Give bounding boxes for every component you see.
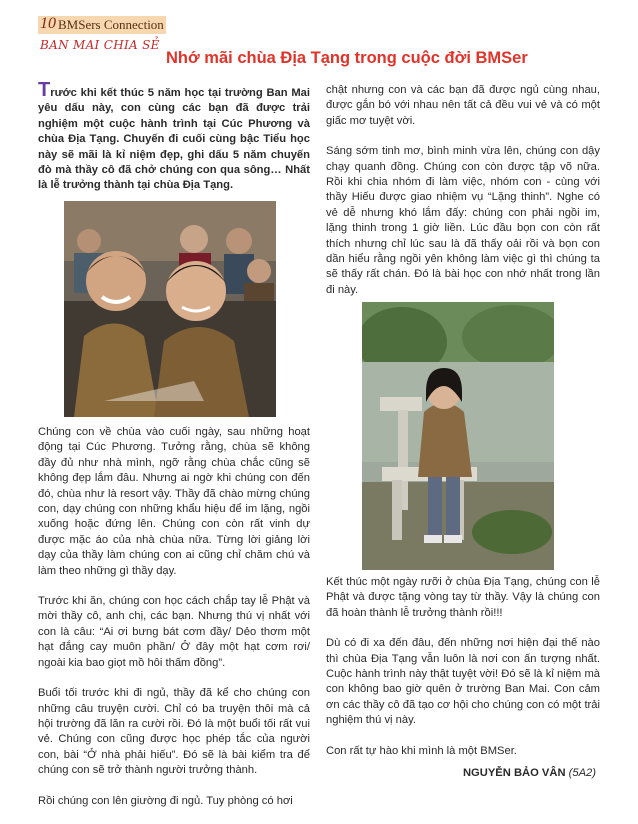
paragraph-4: Rồi chúng con lên giường đi ngủ. Tuy phòng có hơi (38, 794, 293, 807)
left-column-top (38, 79, 310, 209)
boys-photo (64, 201, 276, 417)
paragraph-6: Sáng sớm tinh mơ, bình minh vừa lên, chúng con dậy chạy quanh đồng. Chúng con còn được tập võ nữa. Rồi khi chia nhóm đi làm việc, nhóm con - cùng với thầy Hiếu được giao nhiệm vụ “Lặng thinh”. Nghe có vẻ dễ nhưng khó lắm đấy: chúng con phải ngồi im, lặng thinh trong 1 giờ liền. Lúc đầu bọn con còn rất thích nhưng chỉ lúc sau là đã thấy oải rồi và bọn con dần hiểu rằng ngồi yên không làm việc gì thì chúng ta sẽ thấy rất chán. Đó là bài học con nhớ nhất trong lần đi này. (326, 145, 600, 296)
article-title: Nhớ mãi chùa Địa Tạng trong cuộc đời BMSer (166, 49, 528, 67)
logo-bottom-text: BAN MAI CHIA SẺ (40, 38, 160, 52)
boys-photo-illustration (64, 201, 276, 417)
left-column-bottom (38, 425, 310, 824)
logo-top-text: BMSers Connection (58, 17, 164, 32)
paragraph-8: Dù có đi xa đến đâu, đến những nơi hiện đại thế nào thì chùa Địa Tạng vẫn luôn là nơi con ấn tượng nhất. Cuộc hành trình này thật tuyệt vời! Đó sẽ là kỉ niệm mà con không bao giờ quên ở trường Ban Mai. Con cảm ơn các thầy cô đã tạo cơ hội cho chúng con có một trải nghiệm thú vị này. (326, 637, 600, 727)
paragraph-1: Chúng con về chùa vào cuối ngày, sau những hoạt động tại Cúc Phương. Tưởng rằng, chùa sẽ không đầy đủ như nhà mình, ngỡ rằng chùa chắc cũng sẽ không đẹp lắm đâu. Nhưng ai ngờ khi chúng con đến đó, chùa như là resort vậy. Thầy đã chào mừng chúng con, dạy chúng con những khẩu hiệu để im lặng, ngồi xuống hoặc đứng lên. Chúng con còn rất vinh dự được mặc áo của nhà chùa nữa. Từng lời giảng lời dạy của thầy làm chúng con ai cũng chỉ chăm chú và làm theo những gì thầy dạy. (38, 426, 310, 577)
lead-text: rước khi kết thúc 5 năm học tại trường Ban Mai yêu dấu này, con cùng các bạn đã được trải nghiệm một cuộc hành trình tại Cúc Phương và chùa Địa Tạng. Chuyến đi cuối cùng bậc Tiểu học này sẽ mãi là kỉ niệm đẹp, ghi dấu 5 năm chuyến đò mà thầy cô đã chở chúng con qua sông… Nhất là lễ trưởng thành tại chùa Địa Tạng. (38, 87, 310, 192)
lead-paragraph (38, 79, 310, 194)
paragraph-7: Kết thúc một ngày rưỡi ở chùa Địa Tạng, chúng con lễ Phật và được tặng vòng tay từ thầy. Vậy là chúng con đã hoàn thành lễ trưởng thành rồi!!! (326, 576, 600, 619)
author-signature (463, 767, 596, 779)
paragraph-3: Buổi tối trước khi đi ngủ, thầy đã kể cho chúng con những câu truyện cười. Chỉ có ba truyện thôi mà cả hội trường đã lăn ra cười rồi. Đó là một buổi tối rất vui vẻ. Chúng con cũng được học phép tắc của người con, bài “Ở nhà phải hiếu”. Đó sẽ là bài kiểm tra để chúng con sẽ trở thành người trưởng thành. (38, 687, 310, 777)
author-name: NGUYỄN BẢO VÂN (462, 767, 566, 779)
paragraph-2: Trước khi ăn, chúng con học cách chắp tay lễ Phật và mời thầy cô, anh chị, các bạn. Nhưng thú vị nhất với con là câu: “Ai ơi bưng bát cơm đầy/ Dẻo thơm một hạt đắng cay muôn phần/ Ở đây một hạt cơm rơi/ ngoài kia bao giọt mồ hôi thấm đồng”. (38, 595, 310, 669)
girl-photo-illustration (362, 302, 554, 570)
paragraph-9: Con rất tự hào khi mình là một BMSer. (326, 744, 517, 757)
girl-photo (362, 302, 554, 570)
author-class: (5A2) (568, 767, 596, 779)
brand-logo (38, 14, 166, 66)
drop-cap: T (38, 79, 51, 101)
right-column-top (326, 83, 600, 313)
right-column-bottom (326, 575, 600, 774)
logo-number: 10 (40, 15, 56, 32)
paragraph-5: chật nhưng con và các bạn đã được ngủ cùng nhau, được gắn bó với nhau nên tất cả đều vui vẻ và có một giấc mơ tuyệt vời. (326, 84, 600, 127)
